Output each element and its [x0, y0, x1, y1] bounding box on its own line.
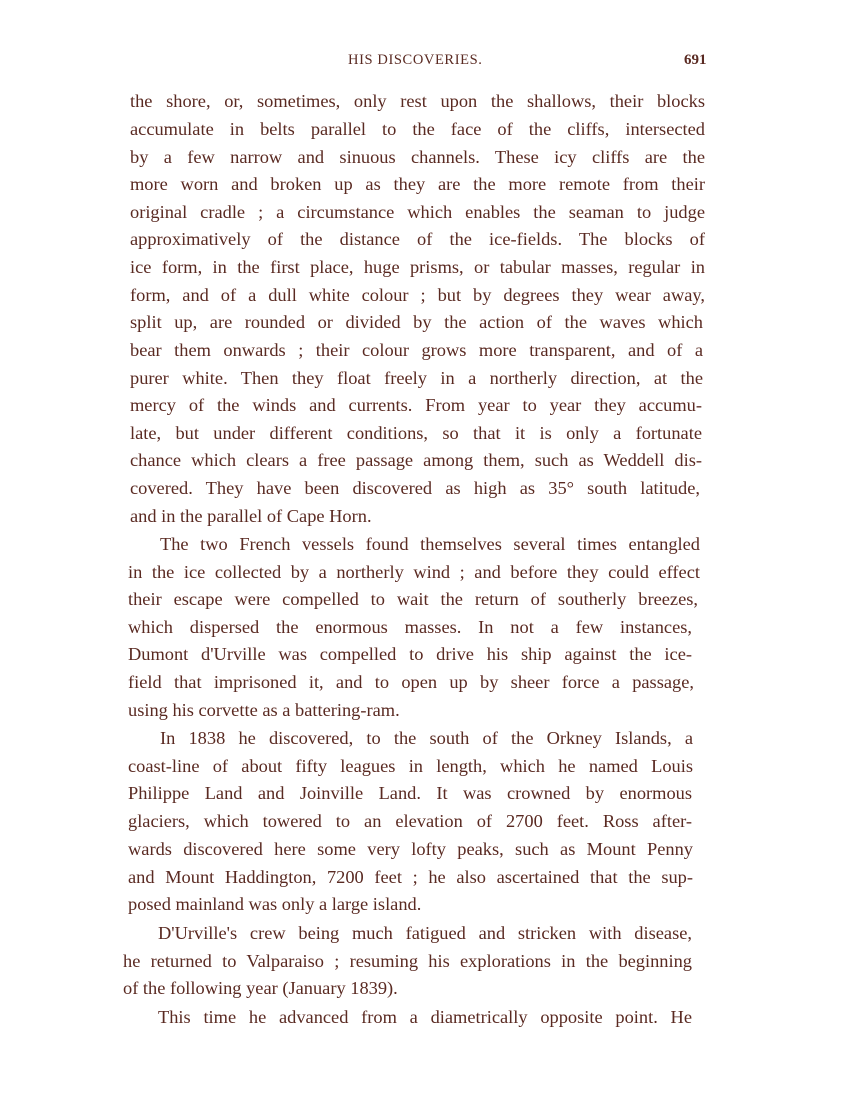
text-line: by a few narrow and sinuous channels. These icy cliffs are the — [130, 147, 705, 167]
text-line: bear them onwards ; their colour grows more transparent, and of a — [130, 340, 703, 360]
text-line: Dumont d'Urville was compelled to drive his ship against the ice- — [128, 644, 692, 664]
text-line: field that imprisoned it, and to open up by sheer force a passage, — [128, 672, 694, 692]
text-line: and in the parallel of Cape Horn. — [130, 506, 372, 526]
text-line: ice form, in the first place, huge prisms, or tabular masses, regular in — [130, 257, 705, 277]
text-line: Philippe Land and Joinville Land. It was crowned by enormous — [128, 783, 692, 803]
text-line: form, and of a dull white colour ; but by degrees they wear away, — [130, 285, 705, 305]
running-head — [0, 52, 850, 72]
text-line: purer white. Then they float freely in a northerly direction, at the — [130, 368, 703, 388]
text-line: glaciers, which towered to an elevation of 2700 feet. Ross after- — [128, 811, 692, 831]
text-line: mercy of the winds and currents. From year to year they accumu- — [130, 395, 702, 415]
text-line: This time he advanced from a diametrically opposite point. He — [158, 1007, 692, 1027]
text-line: wards discovered here some very lofty peaks, such as Mount Penny — [128, 839, 693, 859]
text-line: late, but under different conditions, so that it is only a fortunate — [130, 423, 702, 443]
text-line: he returned to Valparaiso ; resuming his explorations in the beginning — [123, 951, 692, 971]
text-line: more worn and broken up as they are the more remote from their — [130, 174, 705, 194]
text-line: In 1838 he discovered, to the south of the Orkney Islands, a — [160, 728, 693, 748]
text-line: of the following year (January 1839). — [123, 978, 398, 998]
text-line: approximatively of the distance of the ice-fields. The blocks of — [130, 229, 705, 249]
running-title: HIS DISCOVERIES. — [348, 52, 483, 68]
text-line: split up, are rounded or divided by the action of the waves which — [130, 312, 703, 332]
text-line: covered. They have been discovered as high as 35° south latitude, — [130, 478, 700, 498]
text-line: D'Urville's crew being much fatigued and stricken with disease, — [158, 923, 692, 943]
text-line: the shore, or, sometimes, only rest upon the shallows, their blocks — [130, 91, 705, 111]
text-line: coast-line of about fifty leagues in length, which he named Louis — [128, 756, 693, 776]
text-line: which dispersed the enormous masses. In not a few instances, — [128, 617, 692, 637]
text-line: accumulate in belts parallel to the face of the cliffs, intersected — [130, 119, 705, 139]
text-line: posed mainland was only a large island. — [128, 894, 422, 914]
page-number: 691 — [684, 52, 707, 68]
text-line: their escape were compelled to wait the return of southerly breezes, — [128, 589, 698, 609]
text-line: in the ice collected by a northerly wind ; and before they could effect — [128, 562, 700, 582]
text-line: and Mount Haddington, 7200 feet ; he also ascertained that the sup- — [128, 867, 693, 887]
text-line: original cradle ; a circumstance which enables the seaman to judge — [130, 202, 705, 222]
text-line: The two French vessels found themselves several times entangled — [160, 534, 700, 554]
text-line: using his corvette as a battering-ram. — [128, 700, 400, 720]
text-line: chance which clears a free passage among them, such as Weddell dis- — [130, 450, 702, 470]
